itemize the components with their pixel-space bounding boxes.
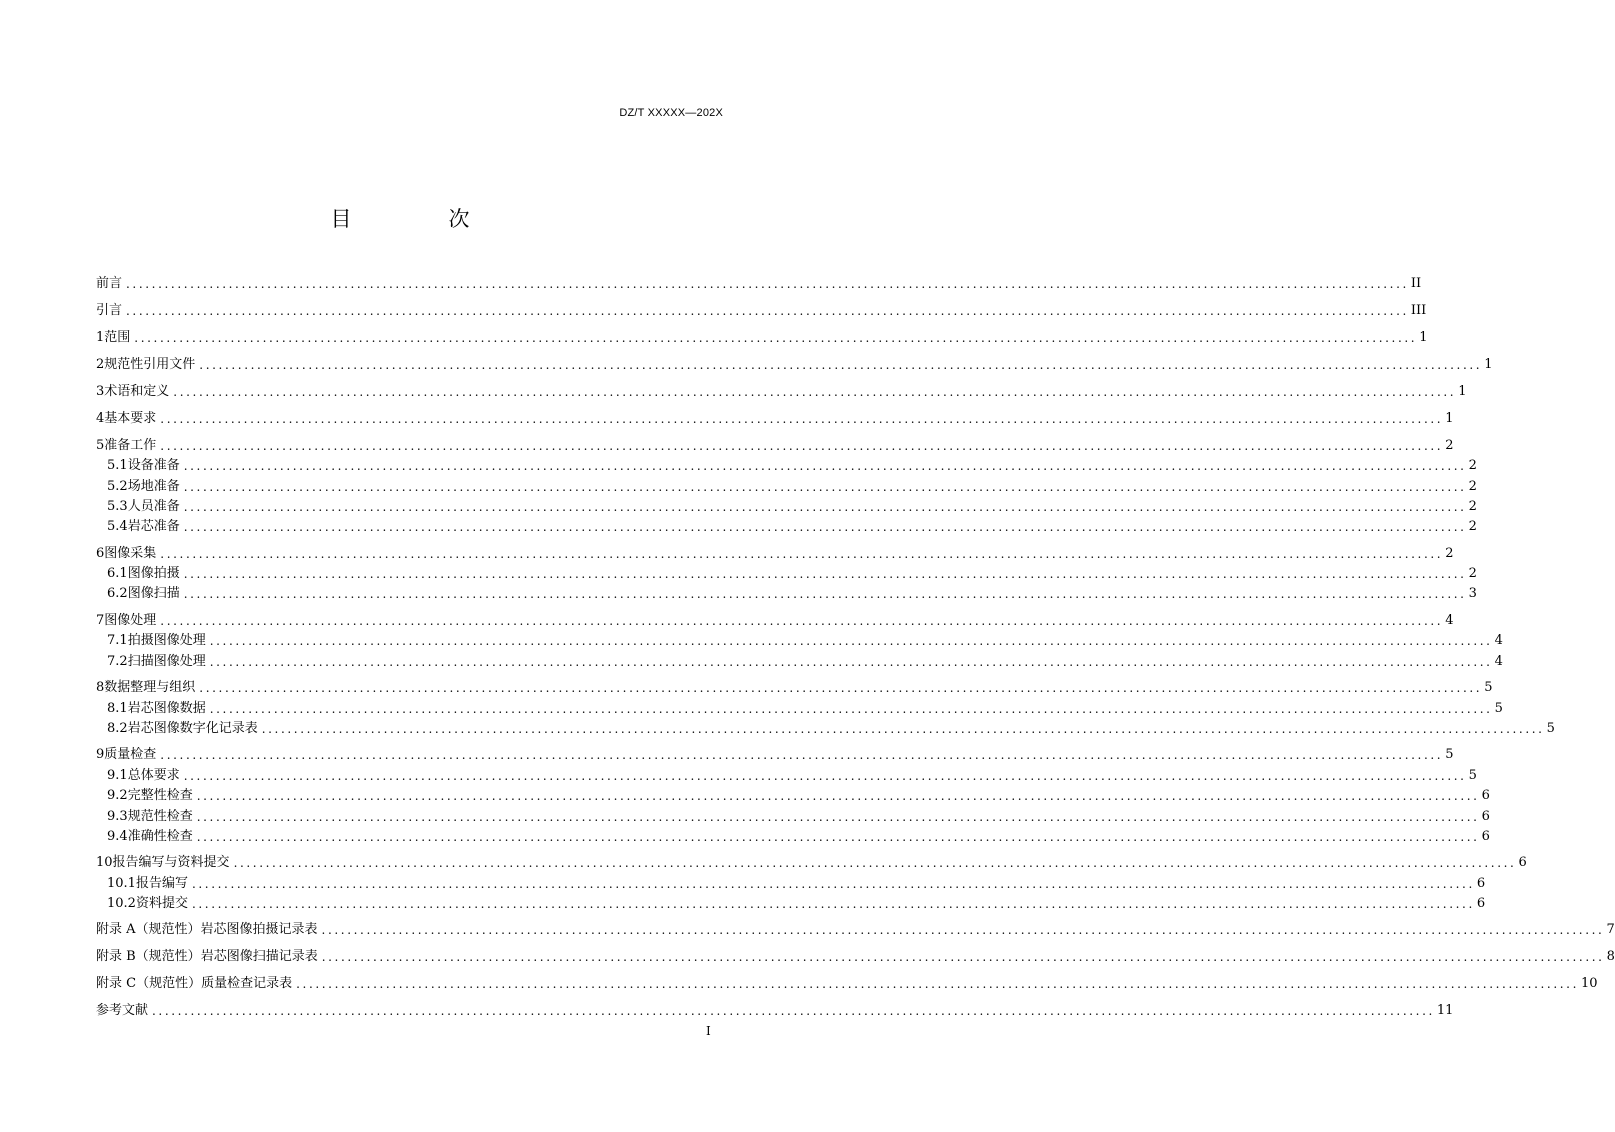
toc-leader-dots: ........................................................................................................................................................................................................ xyxy=(160,748,1444,762)
toc-leader-dots: ........................................................................................................................................................................................................ xyxy=(233,856,1517,870)
toc-entry-page: 2 xyxy=(1468,519,1477,534)
toc-entry-page: 6 xyxy=(1476,896,1486,911)
toc-leader-dots: ........................................................................................................................................................................................................ xyxy=(183,520,1467,534)
toc-leader-dots: ........................................................................................................................................................................................................ xyxy=(199,358,1483,372)
toc-entry-label: 前言 xyxy=(96,276,123,291)
toc-entry-page: 5 xyxy=(1445,747,1454,762)
toc-leader-dots: ........................................................................................................................................................................................................ xyxy=(196,830,1480,844)
toc-entry-number: 5.2 xyxy=(107,479,128,494)
toc-leader-dots: ........................................................................................................................................................................................................ xyxy=(261,722,1545,736)
toc-leader-dots: ........................................................................................................................................................................................................ xyxy=(209,702,1493,716)
toc-entry[interactable] xyxy=(96,679,1493,697)
toc-leader-dots: ........................................................................................................................................................................................................ xyxy=(160,412,1444,426)
toc-entry-page: 7 xyxy=(1606,922,1615,937)
toc-leader-dots: ........................................................................................................................................................................................................ xyxy=(183,587,1467,601)
toc-entry-label: 质量检查 xyxy=(104,747,157,762)
toc-entry-number: 10.2 xyxy=(107,896,136,911)
toc-leader-dots: ........................................................................................................................................................................................................ xyxy=(209,655,1493,669)
toc-entry[interactable] xyxy=(96,410,1454,428)
toc-entry-label: 规范性检查 xyxy=(127,809,193,824)
toc-entry-page: 1 xyxy=(1445,411,1454,426)
toc-leader-dots: ........................................................................................................................................................................................................ xyxy=(183,567,1467,581)
toc-entry-label: 岩芯准备 xyxy=(127,519,180,534)
toc-leader-dots: ........................................................................................................................................................................................................ xyxy=(191,897,1475,911)
toc-entry-label: 岩芯图像数字化记录表 xyxy=(127,721,258,736)
toc-entry[interactable] xyxy=(107,478,1477,496)
toc-entry-label: 引言 xyxy=(96,303,123,318)
toc-entry-number: 5 xyxy=(96,438,105,453)
toc-entry-page: 4 xyxy=(1445,613,1454,628)
toc-leader-dots: ........................................................................................................................................................................................................ xyxy=(183,480,1467,494)
toc-entry-page: II xyxy=(1410,276,1422,291)
toc-entry-label: 完整性检查 xyxy=(127,788,193,803)
toc-entry-label: 岩芯图像扫描记录表 xyxy=(200,949,318,964)
toc-entry-number: 6.1 xyxy=(107,566,128,581)
toc-entry-page: 1 xyxy=(1458,384,1467,399)
toc-title: 目 次 xyxy=(330,207,508,231)
toc-entry[interactable] xyxy=(96,612,1454,630)
toc-entry-page: 8 xyxy=(1606,949,1615,964)
toc-entry-page: 2 xyxy=(1468,566,1477,581)
toc-entry[interactable] xyxy=(96,746,1454,764)
toc-leader-dots: ........................................................................................................................................................................................................ xyxy=(296,977,1579,991)
toc-entry[interactable] xyxy=(107,518,1477,536)
toc-entry-label: 场地准备 xyxy=(127,479,180,494)
toc-entry-page: 2 xyxy=(1468,499,1477,514)
toc-leader-dots: ........................................................................................................................................................................................................ xyxy=(321,950,1605,964)
toc-entry[interactable] xyxy=(96,545,1454,563)
toc-entry-page: 5 xyxy=(1546,721,1555,736)
toc-leader-dots: ........................................................................................................................................................................................................ xyxy=(209,634,1493,648)
toc-entry-number: 9.1 xyxy=(107,768,128,783)
page-number: I xyxy=(706,1024,711,1038)
toc-entry[interactable] xyxy=(96,329,1428,347)
document-code: DZ/T XXXXX—202X xyxy=(619,107,723,119)
toc-entry-page: 3 xyxy=(1468,586,1477,601)
toc-entry-page: 1 xyxy=(1419,330,1428,345)
toc-entry-page: III xyxy=(1410,303,1427,318)
toc-entry-label: 数据整理与组织 xyxy=(104,680,196,695)
toc-entry-label: 基本要求 xyxy=(104,411,157,426)
toc-leader-dots: ........................................................................................................................................................................................................ xyxy=(321,923,1605,937)
toc-entry-number: 5.4 xyxy=(107,519,128,534)
toc-entry-page: 2 xyxy=(1468,479,1477,494)
toc-entry-label: 准备工作 xyxy=(104,438,157,453)
toc-entry-page: 2 xyxy=(1468,458,1477,473)
toc-entry[interactable] xyxy=(107,828,1490,846)
toc-entry-number: 2 xyxy=(96,357,105,372)
toc-entry-page: 2 xyxy=(1445,438,1454,453)
toc-entry[interactable] xyxy=(107,700,1503,718)
toc-entry-label: 岩芯图像数据 xyxy=(127,701,206,716)
toc-entry-number: 5.3 xyxy=(107,499,128,514)
toc-leader-dots: ........................................................................................................................................................................................................ xyxy=(173,385,1457,399)
toc-entry-page: 4 xyxy=(1494,654,1503,669)
toc-entry-label: 资料提交 xyxy=(135,896,188,911)
toc-entry[interactable] xyxy=(96,921,1615,939)
toc-entry-label: 图像扫描 xyxy=(127,586,180,601)
toc-entry-label: 岩芯图像拍摄记录表 xyxy=(200,922,318,937)
toc-leader-dots: ........................................................................................................................................................................................................ xyxy=(126,277,1409,291)
toc-entry[interactable] xyxy=(107,875,1486,893)
toc-entry-label: 范围 xyxy=(104,330,131,345)
toc-entry[interactable] xyxy=(96,356,1493,374)
toc-entry-label: 设备准备 xyxy=(127,458,180,473)
toc-entry[interactable] xyxy=(96,948,1615,966)
toc-entry-label: 规范性引用文件 xyxy=(104,357,196,372)
toc-leader-dots: ........................................................................................................................................................................................................ xyxy=(126,304,1409,318)
toc-entry[interactable] xyxy=(96,383,1467,401)
toc-entry-label: 图像拍摄 xyxy=(127,566,180,581)
toc-entry[interactable] xyxy=(96,437,1454,455)
toc-entry[interactable] xyxy=(107,720,1555,738)
toc-entry-number: 8.1 xyxy=(107,701,128,716)
toc-entry-label: 人员准备 xyxy=(127,499,180,514)
toc-entry-label: 扫描图像处理 xyxy=(127,654,206,669)
toc-entry-page: 10 xyxy=(1581,976,1598,991)
toc-leader-dots: ........................................................................................................................................................................................................ xyxy=(196,810,1480,824)
toc-entry-number: 9 xyxy=(96,747,105,762)
toc-entry[interactable] xyxy=(107,895,1486,913)
toc-entry-label: 参考文献 xyxy=(96,1003,149,1018)
toc-entry[interactable] xyxy=(107,653,1503,671)
toc-entry[interactable] xyxy=(96,302,1427,320)
toc-entry-page: 6 xyxy=(1476,876,1486,891)
toc-entry-page: 5 xyxy=(1494,701,1503,716)
toc-entry-number: 8 xyxy=(96,680,105,695)
toc-entry-page: 6 xyxy=(1481,788,1490,803)
toc-entry[interactable] xyxy=(107,457,1477,475)
toc-entry-number: 4 xyxy=(96,411,105,426)
toc-leader-dots: ........................................................................................................................................................................................................ xyxy=(183,500,1467,514)
toc-leader-dots: ........................................................................................................................................................................................................ xyxy=(152,1004,1435,1018)
toc-entry-page: 5 xyxy=(1468,768,1477,783)
toc-entry-label: 总体要求 xyxy=(127,768,180,783)
toc-entry-page: 6 xyxy=(1518,855,1527,870)
toc-entry-number: 6.2 xyxy=(107,586,128,601)
toc-leader-dots: ........................................................................................................................................................................................................ xyxy=(160,614,1444,628)
toc-entry-page: 2 xyxy=(1445,546,1454,561)
toc-entry-number: 7 xyxy=(96,613,105,628)
toc-entry-page: 11 xyxy=(1436,1003,1454,1018)
toc-entry-number: 3 xyxy=(96,384,105,399)
toc-leader-dots: ........................................................................................................................................................................................................ xyxy=(199,681,1483,695)
toc-entry[interactable] xyxy=(107,565,1477,583)
toc-entry[interactable] xyxy=(107,808,1490,826)
toc-entry-label: 拍摄图像处理 xyxy=(127,633,206,648)
toc-entry-number: 1 xyxy=(96,330,105,345)
toc-entry-number: 9.2 xyxy=(107,788,128,803)
toc-entry[interactable] xyxy=(107,585,1477,603)
toc-entry-label: 报告编写与资料提交 xyxy=(112,855,230,870)
toc-entry-number: 5.1 xyxy=(107,458,128,473)
toc-entry-label: 图像采集 xyxy=(104,546,157,561)
toc-entry-page: 4 xyxy=(1494,633,1503,648)
toc-entry-page: 6 xyxy=(1481,809,1490,824)
toc-entry[interactable] xyxy=(96,975,1598,993)
toc-entry-label: 质量检查记录表 xyxy=(201,976,293,991)
toc-leader-dots: ........................................................................................................................................................................................................ xyxy=(183,769,1467,783)
toc-entry-page: 6 xyxy=(1481,829,1490,844)
toc-entry-number: 附录 A（规范性） xyxy=(96,922,201,937)
toc-entry[interactable] xyxy=(107,767,1477,785)
toc-entry-number: 7.2 xyxy=(107,654,128,669)
toc-leader-dots: ........................................................................................................................................................................................................ xyxy=(160,547,1444,561)
toc-entry[interactable] xyxy=(107,632,1503,650)
toc-entry-label: 报告编写 xyxy=(135,876,188,891)
toc-entry-label: 准确性检查 xyxy=(127,829,193,844)
toc-entry-number: 附录 B（规范性） xyxy=(96,949,201,964)
toc-leader-dots: ........................................................................................................................................................................................................ xyxy=(134,331,1418,345)
toc-entry[interactable] xyxy=(107,498,1477,516)
toc-entry-number: 6 xyxy=(96,546,105,561)
toc-leader-dots: ........................................................................................................................................................................................................ xyxy=(183,459,1467,473)
toc-entry-number: 附录 C（规范性） xyxy=(96,976,202,991)
toc-entry[interactable] xyxy=(107,787,1490,805)
toc-entry-page: 1 xyxy=(1484,357,1493,372)
toc-entry-number: 9.4 xyxy=(107,829,128,844)
toc-entry[interactable] xyxy=(96,854,1527,872)
toc-entry-page: 5 xyxy=(1484,680,1493,695)
toc-leader-dots: ........................................................................................................................................................................................................ xyxy=(196,789,1480,803)
toc-entry-number: 10 xyxy=(96,855,113,870)
toc-entry-number: 9.3 xyxy=(107,809,128,824)
toc-entry[interactable] xyxy=(96,275,1422,293)
toc-entry[interactable] xyxy=(96,1002,1454,1020)
toc-leader-dots: ........................................................................................................................................................................................................ xyxy=(191,877,1475,891)
toc-entry-number: 7.1 xyxy=(107,633,128,648)
toc-entry-label: 图像处理 xyxy=(104,613,157,628)
toc-leader-dots: ........................................................................................................................................................................................................ xyxy=(160,439,1444,453)
toc-entry-number: 8.2 xyxy=(107,721,128,736)
toc-entry-label: 术语和定义 xyxy=(104,384,170,399)
toc-entry-number: 10.1 xyxy=(107,876,136,891)
